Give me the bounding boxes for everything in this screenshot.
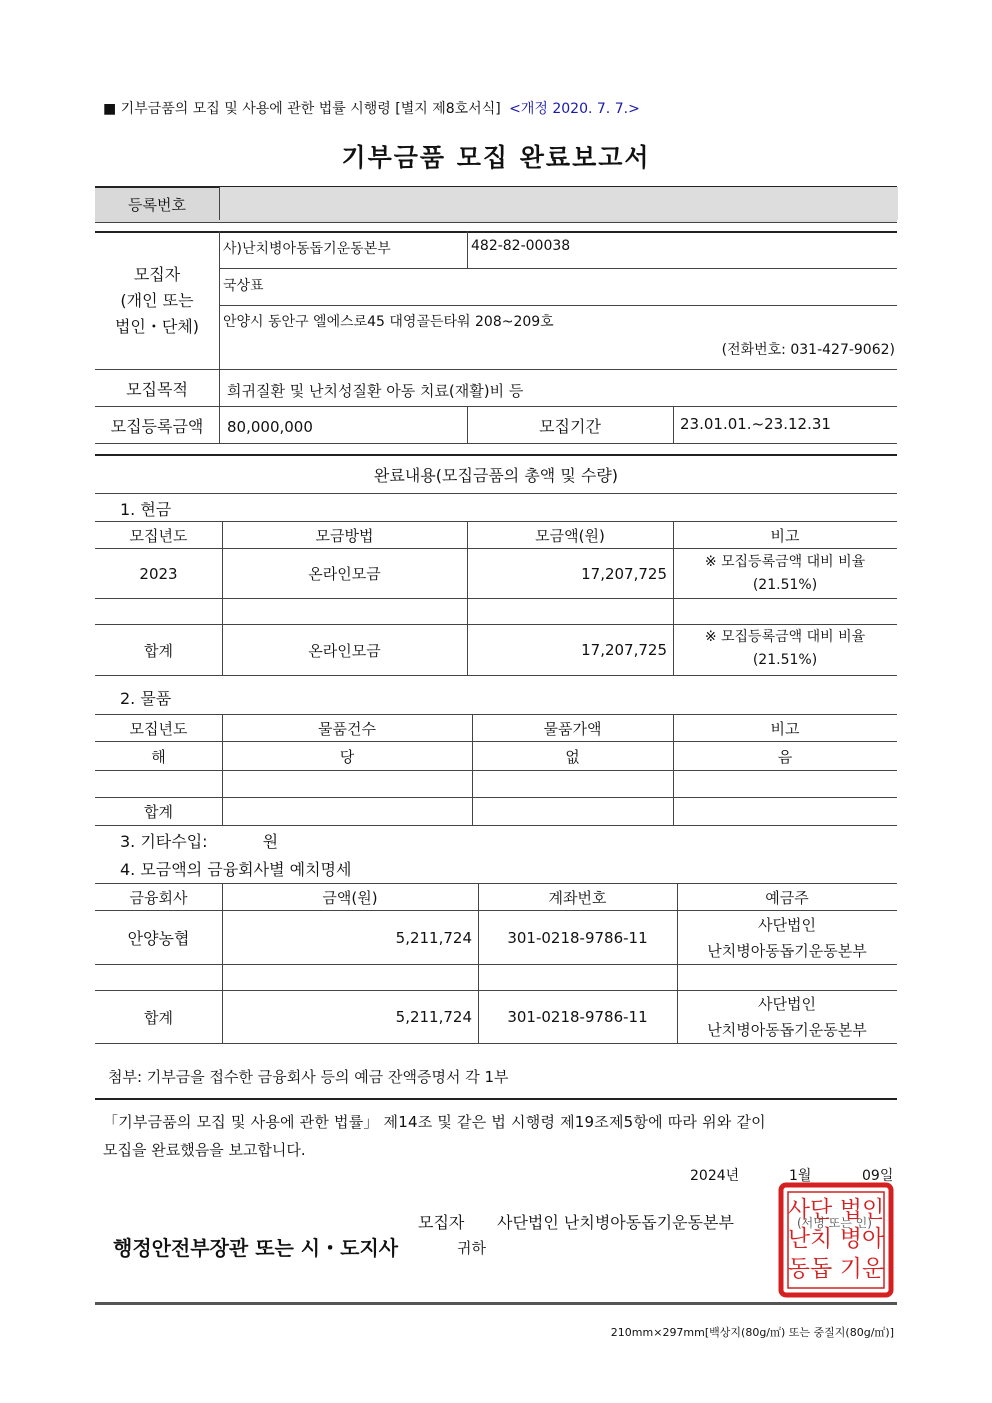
goods-header-value: 물품가액 <box>543 719 602 738</box>
table-row-cell: 17,207,725 <box>581 641 667 659</box>
addressee-suffix: 귀하 <box>457 1239 486 1257</box>
table-row-cell: 2023 <box>139 564 178 583</box>
cash-header-method: 모금방법 <box>315 526 374 545</box>
table-row-holder: 사단법인 난치병아동돕기운동본부 <box>707 916 867 960</box>
date-month: 1월 <box>789 1168 812 1184</box>
deposit-header-bank: 금융회사 <box>129 888 188 907</box>
svg-text:병아: 병아 <box>839 1226 885 1252</box>
collector-name: 사)난치병아동돕기운동본부 <box>223 241 391 257</box>
cash-header-year: 모집년도 <box>129 526 188 545</box>
goods-header-note: 비고 <box>770 719 800 738</box>
signature-label: 모집자 <box>418 1213 465 1232</box>
attachment-note: 첨부: 기부금을 접수한 금융회사 등의 예금 잔액증명서 각 1부 <box>108 1068 509 1086</box>
other-income: 3. 기타수입: 원 <box>120 832 279 851</box>
collector-label: 모집자 (개인 또는 법인・단체) <box>114 265 200 336</box>
goods-header-count: 물품건수 <box>318 719 376 738</box>
form-reference <box>103 98 640 118</box>
official-seal <box>778 1182 894 1298</box>
table-row-note: ※ 모집등록금액 대비 비율 (21.51%) <box>704 629 866 668</box>
table-row-cell: 301-0218-9786-11 <box>507 928 648 947</box>
form-reference-text: ■ 기부금품의 모집 및 사용에 관한 법률 시행령 [별지 제8호서식] <box>103 101 501 117</box>
purpose-label: 모집목적 <box>126 379 188 399</box>
table-row-cell: 해 <box>151 747 166 766</box>
statement-line-2: 모집을 완료했음을 보고합니다. <box>103 1141 306 1159</box>
table-row-cell: 온라인모금 <box>308 565 381 583</box>
page-title: 기부금품 모집 완료보고서 <box>341 143 651 172</box>
table-row-cell: 5,211,724 <box>395 1008 472 1026</box>
table-row-holder: 사단법인 난치병아동돕기운동본부 <box>707 995 867 1039</box>
table-row-cell: 17,207,725 <box>581 564 667 583</box>
svg-text:법인: 법인 <box>839 1197 885 1223</box>
purpose-value: 희귀질환 및 난치성질환 아동 치료(재활)비 등 <box>227 382 524 400</box>
table-row-cell: 안양농협 <box>127 929 190 948</box>
table-row-cell: 301-0218-9786-11 <box>507 1008 648 1026</box>
period-value: 23.01.01.~23.12.31 <box>680 415 831 433</box>
collector-reg-no: 482-82-00038 <box>471 238 571 254</box>
table-row-cell: 당 <box>339 747 355 766</box>
goods-header-year: 모집년도 <box>129 719 188 738</box>
collector-address: 안양시 동안구 엘에스로45 대영골든타워 208~209호 <box>223 314 554 330</box>
table-row-cell: 없 <box>565 747 580 766</box>
signature-name: 사단법인 난치병아동돕기운동본부 <box>497 1213 734 1232</box>
date-year: 2024년 <box>690 1168 740 1184</box>
table-row-cell: 5,211,724 <box>395 928 472 947</box>
cash-heading: 1. 현금 <box>120 500 172 519</box>
cash-header-amount: 모금액(원) <box>535 526 605 545</box>
date-day: 09일 <box>862 1168 894 1184</box>
table-row-cell: 합계 <box>144 803 173 821</box>
period-label: 모집기간 <box>539 416 601 436</box>
collector-representative: 국상표 <box>223 278 264 294</box>
completion-title: 완료내용(모집금품의 총액 및 수량) <box>373 465 619 485</box>
table-row-note: ※ 모집등록금액 대비 비율 (21.51%) <box>704 554 866 593</box>
collector-phone: (전화번호: 031-427-9062) <box>721 342 895 358</box>
table-row-cell: 합계 <box>144 641 173 660</box>
svg-text:난치: 난치 <box>787 1226 833 1252</box>
deposit-header-holder: 예금주 <box>765 888 809 907</box>
amount-value: 80,000,000 <box>227 418 313 436</box>
amount-label: 모집등록금액 <box>110 416 204 436</box>
svg-text:사단: 사단 <box>787 1197 833 1223</box>
signature-seal-note: (서명 또는 인) <box>797 1216 872 1230</box>
goods-heading: 2. 물품 <box>120 689 172 708</box>
registration-label: 등록번호 <box>128 195 186 214</box>
table-row-cell: 음 <box>777 747 793 766</box>
cash-header-note: 비고 <box>770 526 800 545</box>
table-row-cell: 합계 <box>144 1008 173 1027</box>
registration-value <box>219 188 897 220</box>
svg-text:동돕: 동돕 <box>787 1256 833 1282</box>
statement-line-1: 「기부금품의 모집 및 사용에 관한 법률」 제14조 및 같은 법 시행령 제19조제5항에 따라 위와 같이 <box>103 1113 766 1131</box>
deposit-header-account: 계좌번호 <box>548 888 607 907</box>
paper-size-footer: 210mm×297mm[백상지(80g/㎡) 또는 중질지(80g/㎡)] <box>610 1326 894 1339</box>
svg-text:기운: 기운 <box>839 1256 885 1282</box>
revision-note: <개정 2020. 7. 7.> <box>509 101 640 117</box>
table-row-cell: 온라인모금 <box>308 641 381 660</box>
deposit-heading: 4. 모금액의 금융회사별 예치명세 <box>120 860 352 879</box>
addressee-title: 행정안전부장관 또는 시・도지사 <box>113 1236 399 1260</box>
deposit-header-amount: 금액(원) <box>322 888 378 907</box>
seal-icon <box>778 1182 894 1298</box>
